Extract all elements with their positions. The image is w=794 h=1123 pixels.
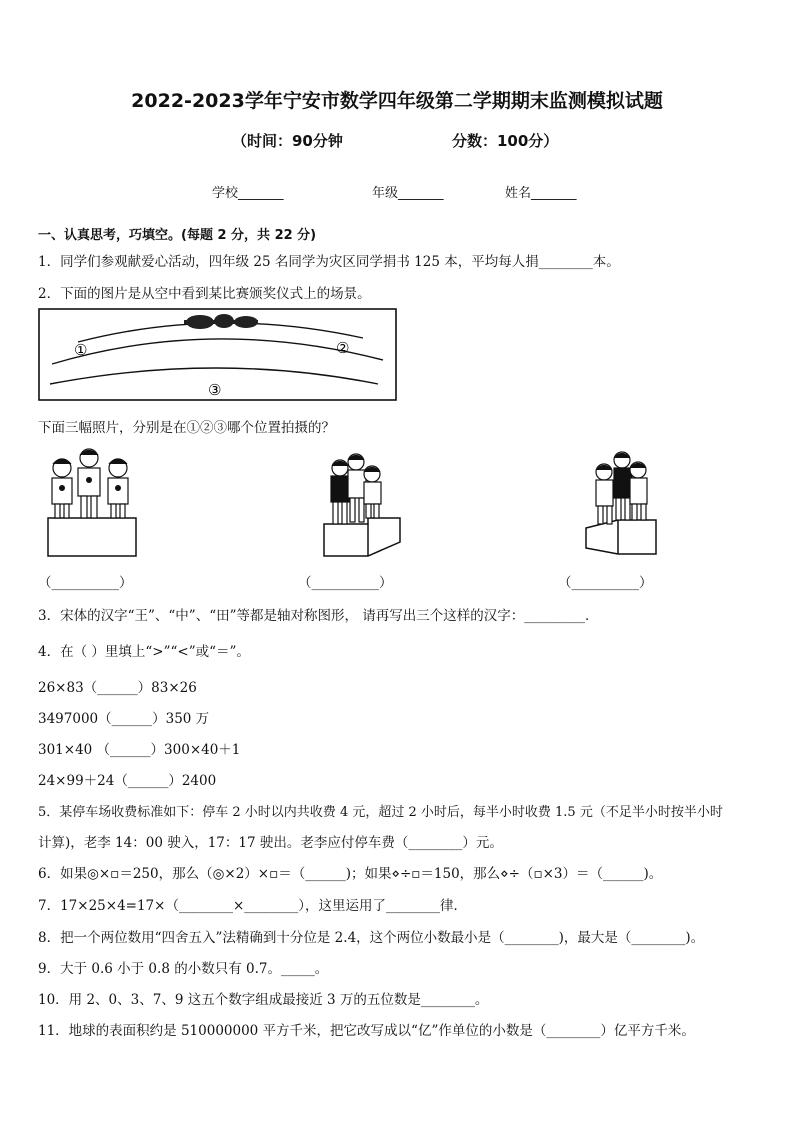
school-field — [212, 182, 284, 201]
photo-side-view-right — [580, 450, 662, 558]
question-5-line-2: 计算)，老李 14：00 驶入，17：17 驶出。老李应付停车费（________）元。 — [38, 835, 503, 851]
position-1-label: ① — [74, 341, 88, 359]
question-4-item-4: 24×99＋24（______）2400 — [38, 773, 217, 789]
question-10: 10．用 2、0、3、7、9 这五个数字组成最接近 3 万的五位数是________。 — [38, 992, 489, 1008]
aerial-view-diagram — [38, 308, 400, 404]
grade-label: 年级 — [372, 186, 399, 201]
name-blank: _______ — [531, 186, 577, 201]
position-3-label: ③ — [208, 381, 222, 399]
answer-photo-2: （__________） — [298, 575, 393, 591]
position-2-label: ② — [336, 339, 350, 357]
school-label: 学校 — [212, 186, 239, 201]
question-3: 3．宋体的汉字“王”、“中”、“田”等都是轴对称图形， 请再写出三个这样的汉字：_________． — [38, 608, 599, 624]
question-4-item-2: 3497000（______）350 万 — [38, 711, 210, 727]
time-label: （时间：90分钟 — [232, 132, 343, 150]
question-4-item-3: 301×40 （______）300×40＋1 — [38, 742, 241, 758]
score-label: 分数：100分） — [452, 132, 559, 150]
section-heading: 一、认真思考，巧填空。(每题 2 分，共 22 分) — [38, 228, 317, 243]
question-4: 4．在（ ）里填上“>”“<”或“＝”。 — [38, 644, 250, 660]
page-title: 2022-2023学年宁安市数学四年级第二学期期末监测模拟试题 — [131, 90, 663, 112]
grade-blank: _______ — [398, 186, 444, 201]
answer-photo-1: （__________） — [38, 575, 133, 591]
question-1: 1．同学们参观献爱心活动，四年级 25 名同学为灾区同学捐书 125 本，平均每人捐________本。 — [38, 254, 620, 270]
answer-photo-3: （__________） — [558, 575, 653, 591]
question-2: 2．下面的图片是从空中看到某比赛颁奖仪式上的场景。 — [38, 286, 371, 302]
question-6: 6．如果◎×▫＝250，那么（◎×2）×▫＝（______)；如果⋄÷▫＝150，那么⋄÷（▫×3）＝（______)。 — [38, 866, 663, 882]
question-9: 9．大于 0.6 小于 0.8 的小数只有 0.7。_____。 — [38, 961, 329, 977]
question-4-item-1: 26×83（______）83×26 — [38, 680, 197, 696]
question-5-line-1: 5．某停车场收费标准如下：停车 2 小时以内共收费 4 元，超过 2 小时后，每半小时收费 1.5 元（不足半小时按半小时 — [38, 805, 723, 820]
podium-top-view — [184, 314, 258, 329]
grade-field — [372, 182, 444, 201]
photo-side-view-left — [318, 452, 408, 558]
name-label: 姓名 — [505, 186, 532, 201]
question-7: 7．17×25×4=17×（________×________），这里运用了________律． — [38, 898, 468, 914]
school-blank: _______ — [238, 186, 284, 201]
name-field — [505, 182, 577, 201]
question-8: 8．把一个两位数用“四舍五入”法精确到十分位是 2.4，这个两位小数最小是（________)，最大是（________)。 — [38, 930, 705, 946]
photo-front-view — [42, 446, 140, 558]
question-11: 11．地球的表面积约是 510000000 平方千米，把它改写成以“亿”作单位的小数是（________）亿平方千米。 — [38, 1023, 695, 1039]
question-2-follow: 下面三幅照片，分别是在①②③哪个位置拍摄的？ — [38, 420, 335, 436]
